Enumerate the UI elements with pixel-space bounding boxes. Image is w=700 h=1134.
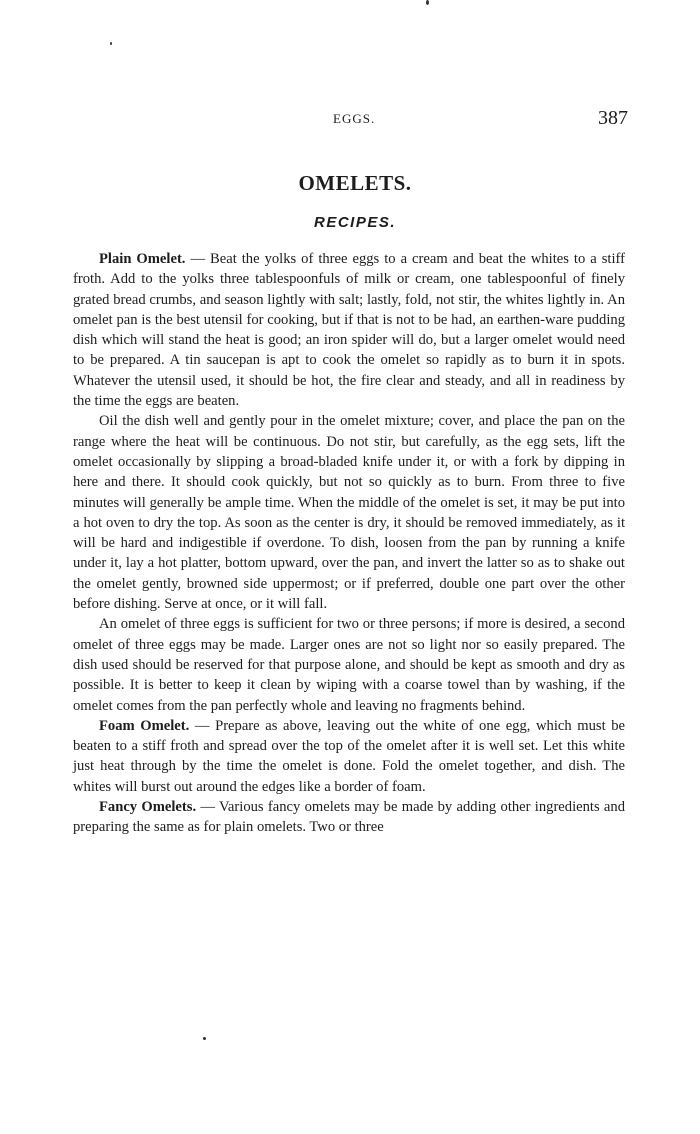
paragraph-fancy-omelets	[73, 797, 625, 838]
recipe-heading-fancy-omelets: Fancy Omelets.	[99, 799, 197, 816]
paragraph-text: Oil the dish well and gently pour in the omelet mixture; cover, and place the pan on the range where the heat will be continuous. Do not stir, but carefully, as the egg sets, lift the omelet occasionally by slipping a broad-bladed knife under it, or with a fork by dipping in here and there. It should cook quickly, but not so quickly as to burn. From three to five minutes will generally be ample time. When the middle of the omelet is set, it may be put into a hot oven to dry the top. As soon as the center is dry, it should be removed immediately, as it will be hard and indigestible if overdone. To dish, loosen from the pan by running a knife under it, lay a hot platter, bottom upward, over the pan, and invert the latter so as to shake out the omelet gently, browned side uppermost; or if preferred, double one part over the other before dishing. Serve at once, or it will fall.	[73, 413, 625, 613]
paragraph-foam-omelet	[73, 716, 625, 797]
paragraph-text: An omelet of three eggs is sufficient for two or three persons; if more is desired, a second omelet of three eggs may be made. Larger ones are not so light nor so easily prepared. The dish used should be reserved for that purpose alone, and should be kept as smooth and dry as possible. It is better to keep it clean by wiping with a coarse towel than by washing, if the omelet comes from the pan perfectly whole and leaving no fragments behind.	[73, 616, 625, 714]
paragraph-serving-size	[73, 614, 625, 715]
recipe-heading-plain-omelet: Plain Omelet.	[99, 251, 186, 267]
section-subtitle: RECIPES.	[313, 214, 397, 231]
running-header	[0, 107, 700, 131]
print-speck	[426, 0, 429, 5]
print-speck	[110, 42, 112, 45]
recipe-heading-foam-omelet: Foam Omelet.	[99, 717, 190, 734]
print-speck	[203, 1037, 206, 1040]
section-title: OMELETS.	[298, 171, 412, 195]
paragraph-cooking-method	[73, 411, 625, 614]
body-text	[73, 249, 625, 838]
running-title: EGGS.	[333, 111, 376, 126]
paragraph-plain-omelet	[73, 249, 625, 411]
paragraph-text: — Various fancy omelets may be made by adding other ingredients and preparing the same as for plain omelets. Two or three	[73, 799, 625, 836]
page-number: 387	[598, 107, 628, 129]
paragraph-text: — Beat the yolks of three eggs to a cream and beat the whites to a stiff froth. Add to the yolks three tablespoonfuls of milk or cream, one tablespoonful of finely grated bread crumbs, and season lightly with salt; lastly, fold, not stir, the whites lightly in. An omelet pan is the best utensil for cooking, but if that is not to be had, an earthen-ware pudding dish which will stand the heat is good; an iron spider will do, but a larger omelet would need to be prepared. A tin saucepan is apt to cook the omelet so rapidly as to burn it in spots. Whatever the utensil used, it should be hot, the fire clear and steady, and all in readiness by the time the eggs are beaten.	[73, 251, 625, 410]
paragraph-text: — Prepare as above, leaving out the white of one egg, which must be beaten to a stiff froth and spread over the top of the omelet after it is well set. Let this white just heat through by the time the omelet is done. Fold the omelet together, and dish. The whites will burst out around the edges like a border of foam.	[73, 717, 626, 795]
